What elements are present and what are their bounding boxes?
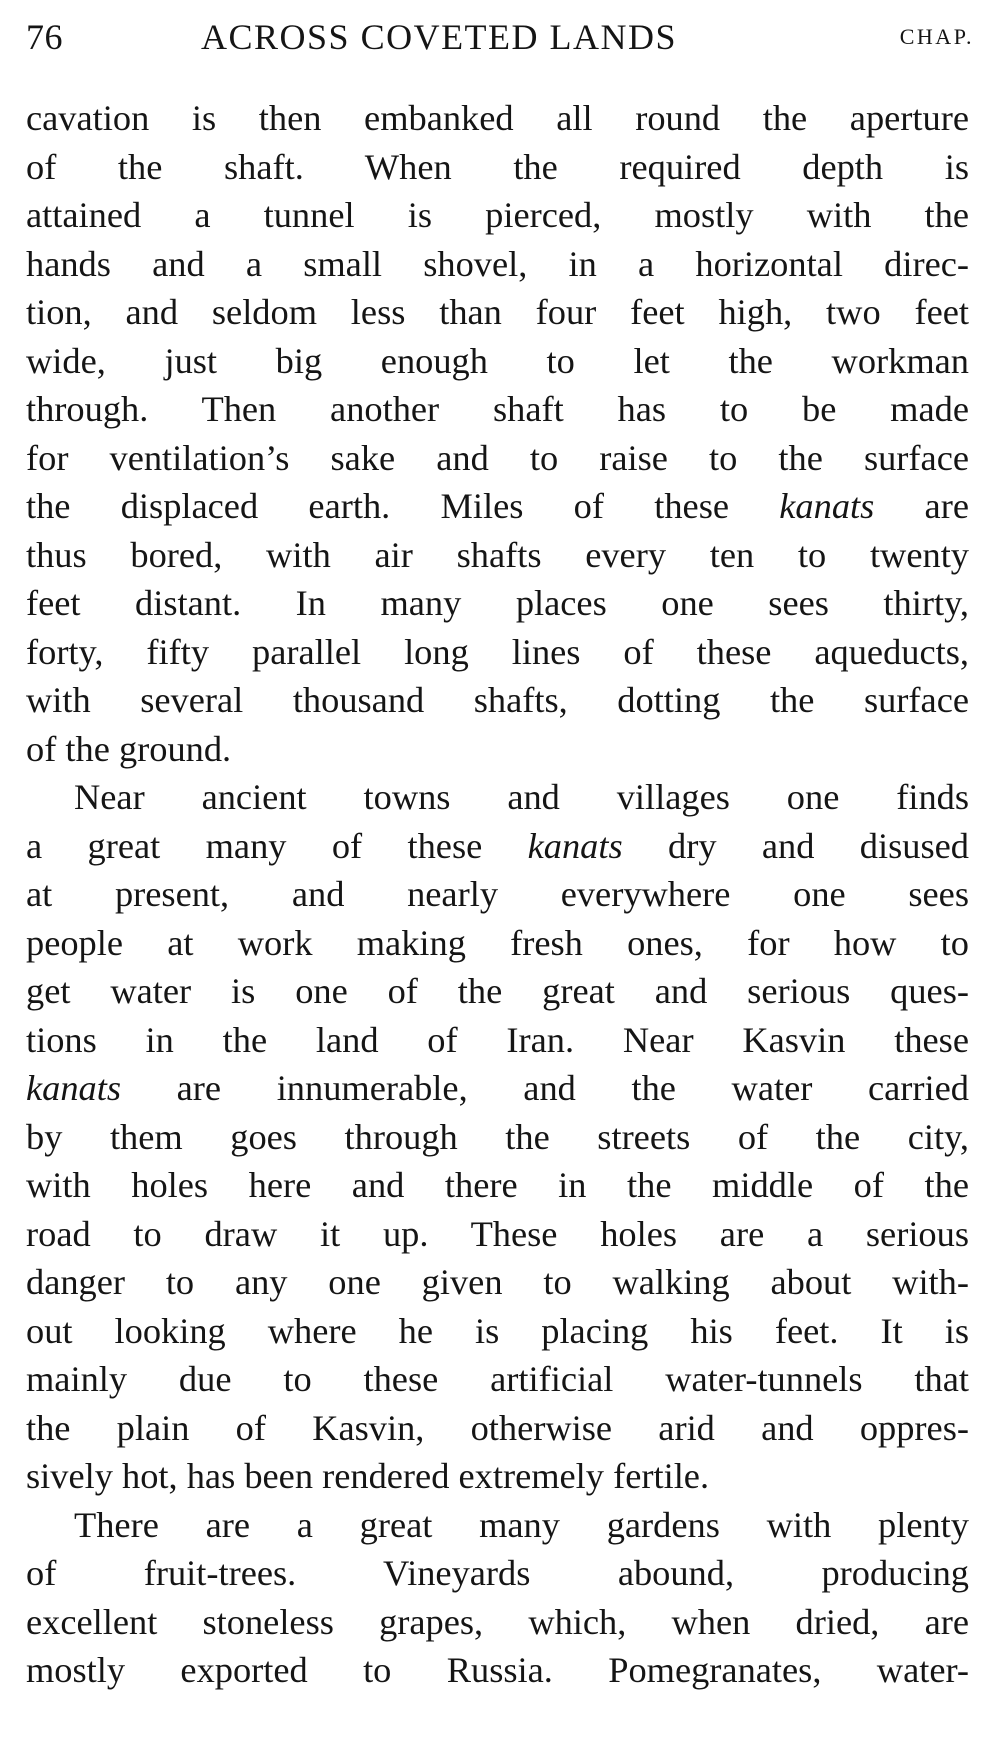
running-title: ACROSS COVETED LANDS [201,17,678,57]
text-line: for ventilation’s sake and to raise to the surface [26,437,969,478]
body-text [26,94,969,1695]
text-segment: dry and disused [622,825,969,866]
text-segment: are innumerable, and the water carried [121,1068,969,1108]
text-segment: the displaced earth. Miles of these [26,486,780,526]
italic-term: kanats [779,486,875,526]
text-line: There are a great many gardens with plenty [74,1504,969,1545]
text-segment: are [874,486,969,526]
text-line: wide, just big enough to let the workman [26,340,969,381]
italic-term: kanats [26,1068,122,1108]
text-line: danger to any one given to walking about with- [26,1262,969,1302]
italic-term: kanats [527,825,623,866]
running-head [26,12,974,62]
text-line: attained a tunnel is pierced, mostly with the [26,195,969,235]
text-segment: a great many of these [26,825,528,866]
text-line: of the ground. [26,728,232,769]
text-line: of fruit-trees. Vineyards abound, producing [26,1553,969,1593]
text-line: thus bored, with air shafts every ten to twenty [26,534,969,575]
text-line: get water is one of the great and serious ques- [26,971,969,1011]
text-line: feet distant. In many places one sees thirty, [26,583,969,623]
text-line: excellent stoneless grapes, which, when dried, are [26,1601,969,1642]
text-line: of the shaft. When the required depth is [26,146,969,187]
text-line: mostly exported to Russia. Pomegranates, water- [26,1650,969,1690]
text-line: people at work making fresh ones, for how to [26,922,969,963]
text-line: out looking where he is placing his feet. It is [26,1310,969,1351]
text-line: Near ancient towns and villages one finds [74,777,969,817]
text-line: hands and a small shovel, in a horizontal direc- [26,243,969,284]
text-line: through. Then another shaft has to be made [26,389,969,429]
text-line: with holes here and there in the middle of the [26,1165,969,1205]
text-line: by them goes through the streets of the city, [26,1116,969,1157]
text-line: cavation is then embanked all round the aperture [26,98,969,138]
text-line: mainly due to these artificial water-tunnels that [26,1359,969,1399]
chapter-label: CHAP. [899,24,974,49]
text-line: forty, fifty parallel long lines of these aqueducts, [26,631,969,672]
text-line: sively hot, has been rendered extremely fertile. [26,1456,710,1496]
text-line [26,482,969,531]
text-line: with several thousand shafts, dotting the surface [26,680,969,720]
text-line: road to draw it up. These holes are a serious [26,1213,969,1254]
text-line: at present, and nearly everywhere one sees [26,874,969,914]
text-line: the plain of Kasvin, otherwise arid and oppres- [26,1407,969,1448]
text-line: tions in the land of Iran. Near Kasvin these [26,1019,969,1060]
text-line [26,1064,969,1113]
page-number: 76 [26,17,63,57]
text-line: tion, and seldom less than four feet high, two feet [26,292,969,332]
text-line [26,822,969,871]
